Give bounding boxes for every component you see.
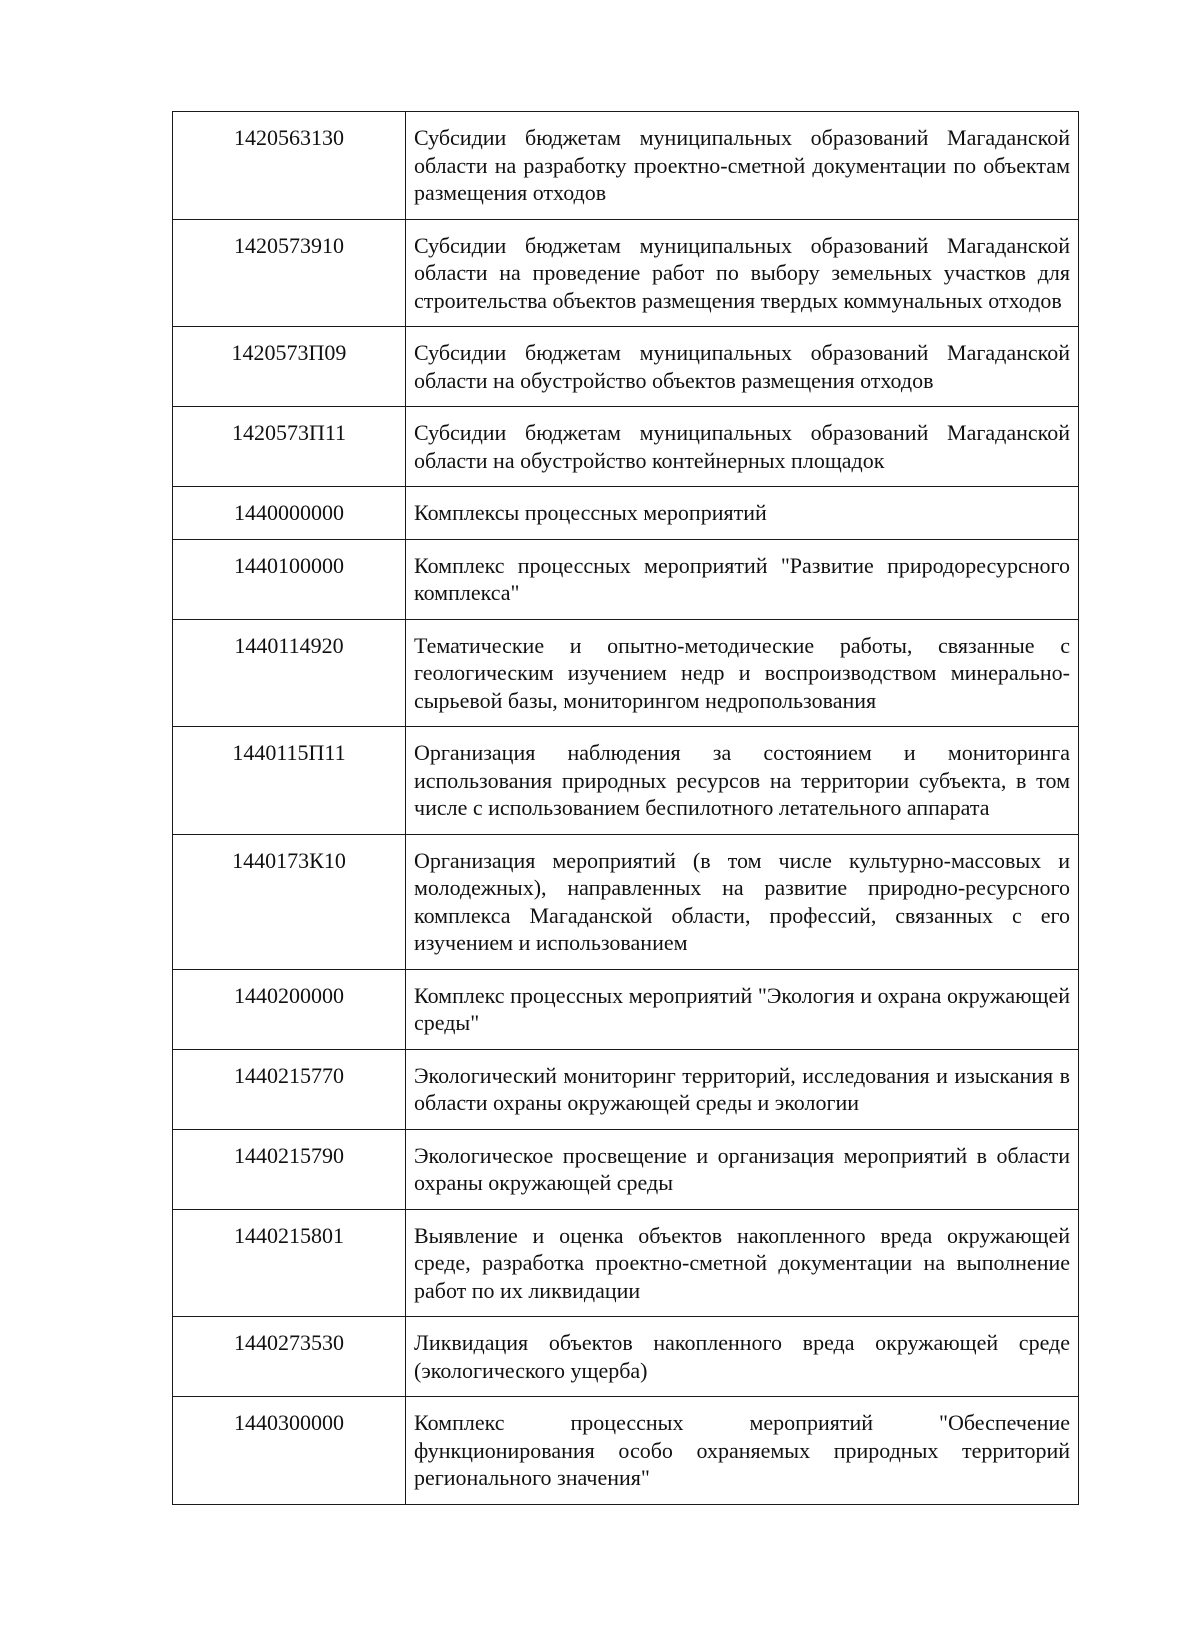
row-name: Комплекс процессных мероприятий "Экология и охрана окружающей среды" xyxy=(406,969,1079,1049)
table-row xyxy=(173,1397,1079,1505)
row-name: Тематические и опытно-методические работы, связанные с геологическим изучением недр и воспроизводством минерально-сырьевой базы, мониторингом недропользования xyxy=(406,619,1079,727)
table-row xyxy=(173,487,1079,540)
row-code: 1440200000 xyxy=(173,969,406,1049)
row-code: 1440000000 xyxy=(173,487,406,540)
row-name: Организация наблюдения за состоянием и мониторинга использования природных ресурсов на территории субъекта, в том числе с использованием беспилотного летательного аппарата xyxy=(406,727,1079,835)
row-code: 1420573П11 xyxy=(173,407,406,487)
row-code: 1420573910 xyxy=(173,219,406,327)
row-name: Организация мероприятий (в том числе культурно-массовых и молодежных), направленных на развитие природно-ресурсного комплекса Магаданской области, профессий, связанных с его изучением и использованием xyxy=(406,834,1079,969)
row-name: Экологическое просвещение и организация мероприятий в области охраны окружающей среды xyxy=(406,1129,1079,1209)
row-code: 1420573П09 xyxy=(173,327,406,407)
table-row xyxy=(173,112,1079,220)
table-row xyxy=(173,1129,1079,1209)
row-name: Комплекс процессных мероприятий "Развитие природоресурсного комплекса" xyxy=(406,539,1079,619)
table-row xyxy=(173,1049,1079,1129)
table-row xyxy=(173,1209,1079,1317)
row-name: Субсидии бюджетам муниципальных образований Магаданской области на обустройство контейнерных площадок xyxy=(406,407,1079,487)
row-code: 1440273530 xyxy=(173,1317,406,1397)
row-code: 1440114920 xyxy=(173,619,406,727)
table-row xyxy=(173,539,1079,619)
row-name: Субсидии бюджетам муниципальных образований Магаданской области на обустройство объектов размещения отходов xyxy=(406,327,1079,407)
budget-classification-table xyxy=(172,111,1079,1505)
row-name: Комплексы процессных мероприятий xyxy=(406,487,1079,540)
table-row xyxy=(173,219,1079,327)
row-code: 1440215790 xyxy=(173,1129,406,1209)
table-row xyxy=(173,834,1079,969)
table-row xyxy=(173,969,1079,1049)
row-name: Субсидии бюджетам муниципальных образований Магаданской области на разработку проектно-сметной документации по объектам размещения отходов xyxy=(406,112,1079,220)
row-code: 1440115П11 xyxy=(173,727,406,835)
table-row xyxy=(173,1317,1079,1397)
row-name: Выявление и оценка объектов накопленного вреда окружающей среде, разработка проектно-сметной документации на выполнение работ по их ликвидации xyxy=(406,1209,1079,1317)
row-name: Ликвидация объектов накопленного вреда окружающей среде (экологического ущерба) xyxy=(406,1317,1079,1397)
row-name: Комплекс процессных мероприятий "Обеспечение функционирования особо охраняемых природных территорий регионального значения" xyxy=(406,1397,1079,1505)
row-code: 1440173К10 xyxy=(173,834,406,969)
row-code: 1420563130 xyxy=(173,112,406,220)
table-row xyxy=(173,407,1079,487)
row-code: 1440215801 xyxy=(173,1209,406,1317)
row-code: 1440215770 xyxy=(173,1049,406,1129)
table-row xyxy=(173,619,1079,727)
row-name: Экологический мониторинг территорий, исследования и изыскания в области охраны окружающей среды и экологии xyxy=(406,1049,1079,1129)
row-code: 1440300000 xyxy=(173,1397,406,1505)
table-row xyxy=(173,327,1079,407)
row-name: Субсидии бюджетам муниципальных образований Магаданской области на проведение работ по выбору земельных участков для строительства объектов размещения твердых коммунальных отходов xyxy=(406,219,1079,327)
table-row xyxy=(173,727,1079,835)
row-code: 1440100000 xyxy=(173,539,406,619)
